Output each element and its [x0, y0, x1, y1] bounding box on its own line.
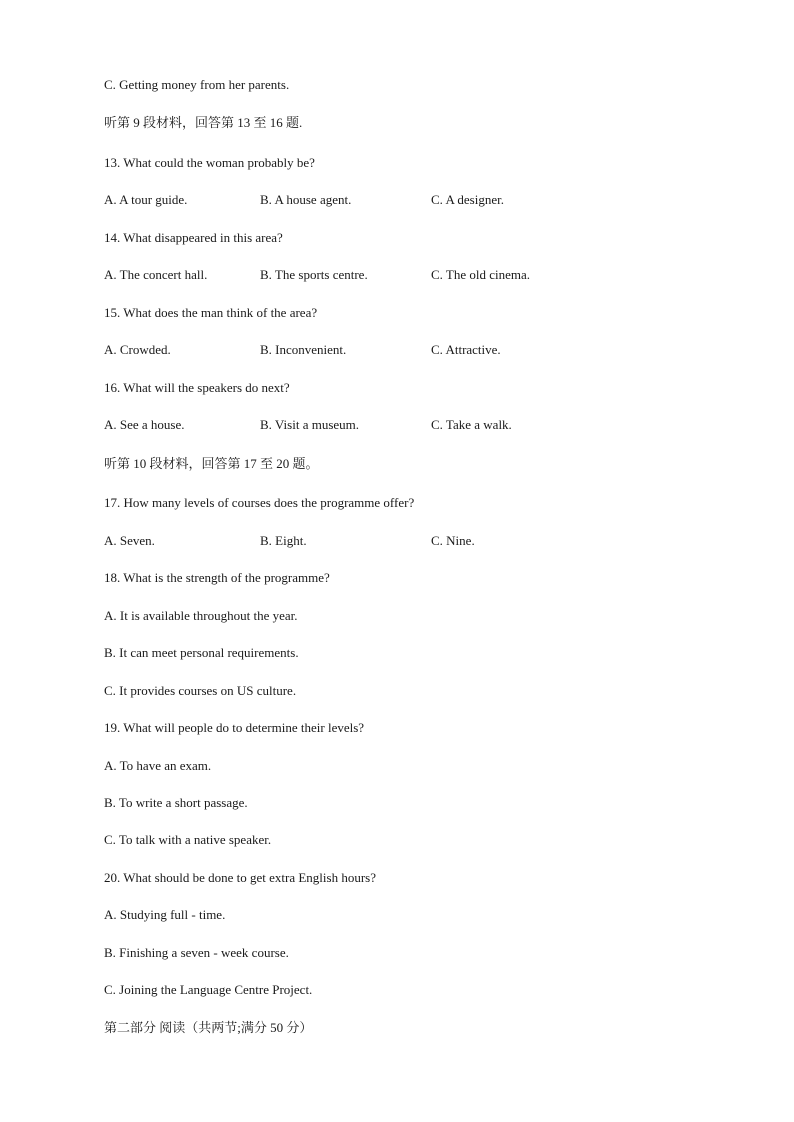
- q20-option-a: A. Studying full - time.: [104, 907, 226, 922]
- question-18: 18. What is the strength of the programme?: [104, 570, 330, 585]
- q13-option-c: C. A designer.: [431, 192, 504, 207]
- q19-option-a: A. To have an exam.: [104, 758, 212, 773]
- q13-option-a: A. A tour guide.: [104, 192, 188, 207]
- q18-option-a: A. It is available throughout the year.: [104, 608, 298, 623]
- q15-option-a: A. Crowded.: [104, 342, 171, 357]
- q14-option-c: C. The old cinema.: [431, 267, 531, 282]
- part-two-heading: 第二部分 阅读（共两节;满分 50 分）: [104, 1020, 313, 1035]
- question-19: 19. What will people do to determine their levels?: [104, 720, 365, 735]
- q20-option-c: C. Joining the Language Centre Project.: [104, 982, 313, 997]
- q18-option-c: C. It provides courses on US culture.: [104, 683, 297, 698]
- q13-option-b: B. A house agent.: [260, 192, 352, 207]
- question-15-options: [104, 342, 704, 358]
- q16-option-a: A. See a house.: [104, 417, 185, 432]
- question-16-options: [104, 417, 704, 433]
- q14-option-b: B. The sports centre.: [260, 267, 368, 282]
- question-20: 20. What should be done to get extra English hours?: [104, 870, 376, 885]
- option-c-line: C. Getting money from her parents.: [104, 77, 290, 92]
- question-17: 17. How many levels of courses does the programme offer?: [104, 495, 415, 510]
- question-15: 15. What does the man think of the area?: [104, 305, 318, 320]
- q20-option-b: B. Finishing a seven - week course.: [104, 945, 289, 960]
- q14-option-a: A. The concert hall.: [104, 267, 208, 282]
- question-16: 16. What will the speakers do next?: [104, 380, 290, 395]
- q17-option-b: B. Eight.: [260, 533, 307, 548]
- q16-option-b: B. Visit a museum.: [260, 417, 360, 432]
- question-13: 13. What could the woman probably be?: [104, 155, 315, 170]
- q19-option-c: C. To talk with a native speaker.: [104, 832, 272, 847]
- q17-option-a: A. Seven.: [104, 533, 155, 548]
- q16-option-c: C. Take a walk.: [431, 417, 512, 432]
- q15-option-b: B. Inconvenient.: [260, 342, 347, 357]
- section-10-instruction: 听第 10 段材料，回答第 17 至 20 题。: [104, 456, 319, 471]
- q18-option-b: B. It can meet personal requirements.: [104, 645, 299, 660]
- section-9-instruction: 听第 9 段材料，回答第 13 至 16 题.: [104, 115, 303, 130]
- question-17-options: [104, 533, 704, 549]
- q19-option-b: B. To write a short passage.: [104, 795, 248, 810]
- q15-option-c: C. Attractive.: [431, 342, 501, 357]
- question-14: 14. What disappeared in this area?: [104, 230, 283, 245]
- q17-option-c: C. Nine.: [431, 533, 475, 548]
- question-13-options: [104, 192, 704, 208]
- question-14-options: [104, 267, 704, 283]
